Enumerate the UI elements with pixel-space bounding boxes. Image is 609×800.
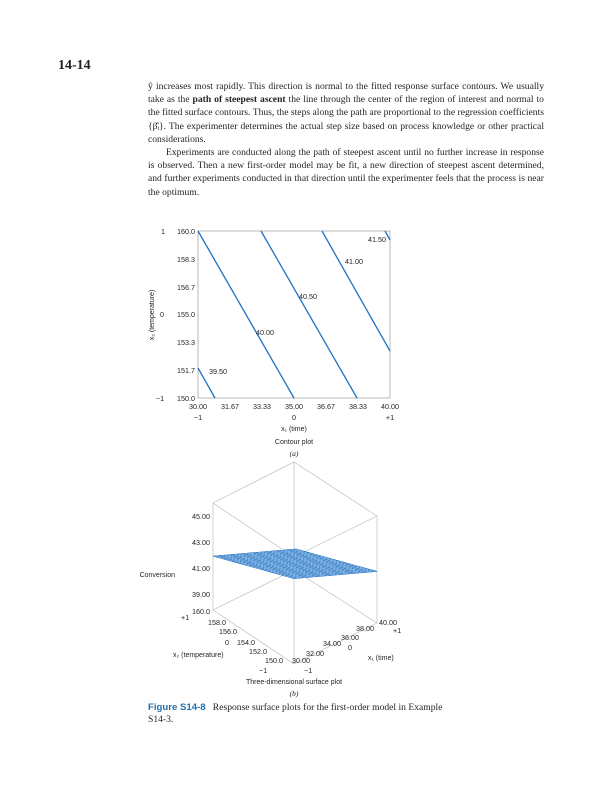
contour-y-tick: 153.3 xyxy=(177,338,195,347)
contour-x-tick: 38.33 xyxy=(349,402,367,411)
contour-x-coded-left: −1 xyxy=(193,413,203,422)
contour-level-label: 40.00 xyxy=(256,328,274,337)
surface-x2-tick: 160.0 xyxy=(192,607,210,616)
surface-x1-axis-label: x₁ (time) xyxy=(368,655,394,662)
surface-x1-coded-mid: 0 xyxy=(348,643,352,652)
surface-plot xyxy=(140,462,402,698)
contour-line xyxy=(322,231,390,351)
contour-y-tick: 151.7 xyxy=(177,366,195,375)
contour-x-tick: 35.00 xyxy=(285,402,303,411)
surface-x1-coded-left: −1 xyxy=(304,666,313,675)
contour-y-coded-top: 1 xyxy=(161,227,165,236)
contour-plot-title: Contour plot xyxy=(274,439,314,446)
paragraph-1-start: ŷ increases most rapidly. This direction is normal to the fitted response surface contours. We usually take as the xyxy=(148,81,544,106)
contour-x-axis-label: x₁ (time) xyxy=(281,426,307,433)
surface-x1-tick: 38.00 xyxy=(356,624,374,633)
contour-y-coded-mid: 0 xyxy=(160,310,164,319)
contour-level-label: 40.50 xyxy=(299,292,317,301)
contour-y-axis-label: x₂ (temperature) xyxy=(149,289,156,341)
contour-y-coded-bottom: −1 xyxy=(155,394,165,403)
paragraph-2: Experiments are conducted along the path of steepest ascent until no further increase in response is observed. Then a new first-order model may be fit, a new direction of steepest ascent determined, and further experiments conducted in that direction until the experimenter feels that the process is near the optimum. xyxy=(148,147,544,198)
contour-x-tick: 31.67 xyxy=(221,402,239,411)
surface-x2-tick: 154.0 xyxy=(237,638,255,647)
surface-x1-tick: 30.00 xyxy=(292,656,310,665)
surface-z-tick: 41.00 xyxy=(192,564,210,573)
surface-plot-title: Three-dimensional surface plot xyxy=(245,679,343,686)
contour-x-coded-mid: 0 xyxy=(292,413,296,422)
contour-y-tick: 150.0 xyxy=(177,394,195,403)
surface-x1-tick: 40.00 xyxy=(379,618,397,627)
contour-x-coded-right: +1 xyxy=(385,413,395,422)
surface-x2-axis-label: x₂ (temperature) xyxy=(173,652,224,659)
surface-z-axis-label: Conversion xyxy=(139,572,175,579)
contour-y-tick: 156.7 xyxy=(177,283,195,292)
surface-x2-tick: 158.0 xyxy=(208,618,226,627)
surface-x2-coded-bottom: −1 xyxy=(259,666,268,675)
paragraph-1-end: the line through the center of the region of interest and normal to the fitted surface contours. Thus, the steps along the path are proportional to the regression coefficients {β̂ᵢ}. The experimenter determines the actual step size based on process knowledge or other practical considerations. xyxy=(148,94,544,145)
contour-level-label: 41.50 xyxy=(368,235,386,244)
contour-level-label: 41.00 xyxy=(345,257,363,266)
surface-x2-tick: 152.0 xyxy=(249,647,267,656)
contour-x-tick: 36.67 xyxy=(317,402,335,411)
contour-x-tick: 33.33 xyxy=(253,402,271,411)
contour-line xyxy=(261,231,357,398)
contour-x-tick: 40.00 xyxy=(381,402,399,411)
surface-x1-tick: 36.00 xyxy=(341,633,359,642)
contour-plot-sublabel: (a) xyxy=(289,449,299,458)
figure-caption-text: Response surface plots for the first-order model in Example S14-3. xyxy=(148,702,443,725)
surface-x2-tick: 150.0 xyxy=(265,656,283,665)
surface-x2-tick: 156.0 xyxy=(219,627,237,636)
contour-y-tick: 160.0 xyxy=(177,227,195,236)
surface-mesh xyxy=(213,549,377,579)
path-of-steepest-ascent-term: path of steepest ascent xyxy=(192,94,286,106)
surface-x1-tick: 34.00 xyxy=(323,639,341,648)
surface-x2-coded-top: +1 xyxy=(181,613,190,622)
surface-z-tick: 45.00 xyxy=(192,512,210,521)
contour-plot xyxy=(149,227,399,458)
page-number: 14-14 xyxy=(58,58,91,73)
surface-x2-coded-mid: 0 xyxy=(225,638,229,647)
surface-z-tick: 43.00 xyxy=(192,538,210,547)
surface-x1-tick: 32.00 xyxy=(306,649,324,658)
contour-y-tick: 155.0 xyxy=(177,310,195,319)
contour-level-label: 39.50 xyxy=(209,367,227,376)
contour-x-tick: 30.00 xyxy=(189,402,207,411)
figure-caption xyxy=(148,702,448,726)
surface-z-tick: 39.00 xyxy=(192,590,210,599)
surface-plot-sublabel: (b) xyxy=(289,689,299,698)
figure-label: Figure S14-8 xyxy=(148,702,206,713)
contour-y-tick: 158.3 xyxy=(177,255,195,264)
surface-x1-coded-right: +1 xyxy=(393,626,402,635)
